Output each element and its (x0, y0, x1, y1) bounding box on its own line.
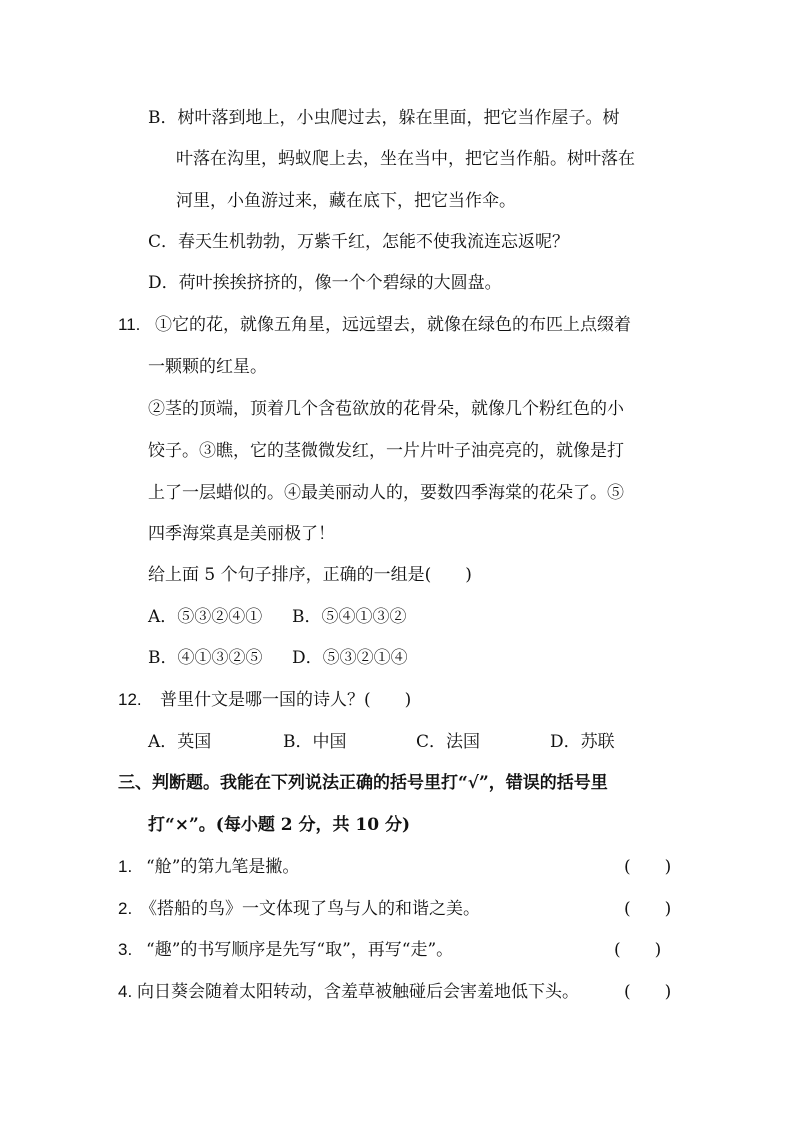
judgment-2-number: 2. (118, 899, 133, 918)
q11-sentence-line4: 饺子。③瞧，它的茎微微发红，一片片叶子油亮亮的，就像是打 (148, 441, 624, 461)
q12-question: 普里什文是哪一国的诗人？( ) (160, 690, 412, 710)
section3-heading-line1: 三、判断题。我能在下列说法正确的括号里打“√”，错误的括号里 (118, 773, 608, 793)
q11-option-d: D．⑤③②①④ (292, 648, 408, 668)
q11-option-a: A．⑤③②④① (148, 607, 263, 627)
q12-option-c: C．法国 (416, 732, 481, 752)
judgment-3-text: “趣”的书写顺序是先写“取”，再写“走”。 (146, 940, 454, 960)
judgment-4-answer-paren[interactable]: ( ) (624, 982, 672, 1002)
q11-sentence-line6: 四季海棠真是美丽极了！ (148, 524, 335, 544)
q11-option-b-first: B．⑤④①③② (292, 607, 407, 627)
q10-option-c: C．春天生机勃勃，万紫千红，怎能不使我流连忘返呢？ (148, 232, 570, 252)
q11-prompt: 给上面 5 个句子排序，正确的一组是( ) (148, 565, 472, 585)
judgment-1-number: 1. (118, 857, 133, 876)
q10-option-b-line1: B．树叶落到地上，小虫爬过去，躲在里面，把它当作屋子。树 (148, 108, 620, 128)
judgment-1-answer-paren[interactable]: ( ) (624, 857, 672, 877)
q10-option-b-line3: 河里，小鱼游过来，藏在底下，把它当作伞。 (176, 191, 516, 211)
q11-number: 11. (118, 315, 141, 334)
q12-option-d: D．苏联 (550, 732, 615, 752)
q11-sentence-line1: ①它的花，就像五角星，远远望去，就像在绿色的布匹上点缀着 (155, 315, 631, 335)
judgment-4-number: 4. (118, 982, 133, 1001)
q10-option-d: D．荷叶挨挨挤挤的，像一个个碧绿的大圆盘。 (148, 273, 502, 293)
section3-heading-line2: 打“×”。(每小题 2 分，共 10 分) (148, 815, 411, 835)
judgment-3-number: 3. (118, 940, 133, 959)
judgment-2-text: 《搭船的鸟》一文体现了鸟与人的和谐之美。 (140, 899, 480, 919)
q11-sentence-line5: 上了一层蜡似的。④最美丽动人的，要数四季海棠的花朵了。⑤ (148, 483, 624, 503)
q12-option-b: B．中国 (283, 732, 347, 752)
q11-sentence-line3: ②茎的顶端，顶着几个含苞欲放的花骨朵，就像几个粉红色的小 (148, 399, 624, 419)
q11-sentence-line2: 一颗颗的红星。 (148, 357, 267, 377)
judgment-3-answer-paren[interactable]: ( ) (614, 940, 662, 960)
judgment-2-answer-paren[interactable]: ( ) (624, 899, 672, 919)
q12-option-a: A．英国 (148, 732, 212, 752)
q11-option-b-second: B．④①③②⑤ (148, 648, 263, 668)
q10-option-b-line2: 叶落在沟里，蚂蚁爬上去，坐在当中，把它当作船。树叶落在 (176, 149, 635, 169)
judgment-4-text: 向日葵会随着太阳转动，含羞草被触碰后会害羞地低下头。 (137, 982, 579, 1002)
judgment-1-text: “舱”的第九笔是撇。 (146, 857, 300, 877)
q12-number: 12. (118, 690, 142, 709)
